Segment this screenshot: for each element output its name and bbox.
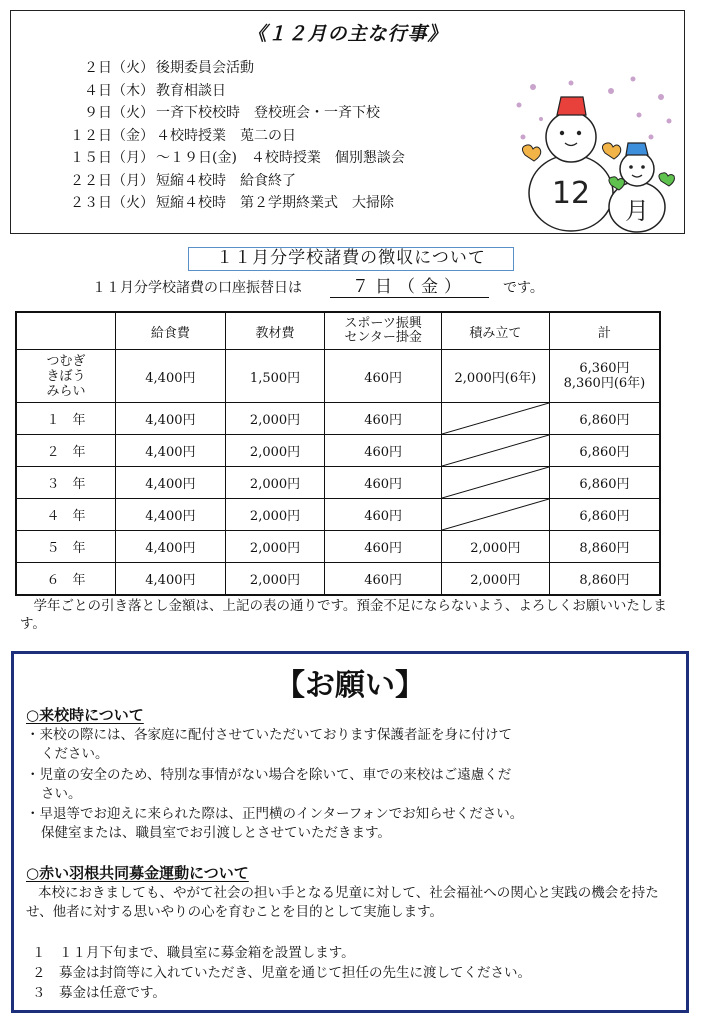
table-cell-grade: ４ 年 — [16, 499, 116, 531]
table-cell: 2,000円 — [225, 563, 325, 596]
event-item — [41, 80, 405, 103]
table-cell: 2,000円(6年) — [441, 350, 549, 403]
table-cell: 460円 — [325, 435, 442, 467]
request-box — [11, 651, 689, 1013]
table-cell-empty — [441, 499, 549, 531]
table-cell: 6,860円 — [549, 435, 660, 467]
table-header-line: センター掛金 — [344, 330, 422, 345]
table-row — [16, 435, 660, 467]
table-row — [16, 467, 660, 499]
feather-body: 本校におきましても、やがて社会の担い手となる児童に対して、社会福祉への関心と実践の機会を持たせ、他者に対する思いやりの心を育むことを目的として実施します。 — [26, 885, 659, 920]
bullet-line: さい。 — [41, 786, 82, 802]
table-header-line: スポーツ振興 — [344, 316, 422, 331]
visit-bullet — [26, 766, 666, 804]
table-cell: 460円 — [325, 350, 442, 403]
table-cell: 8,860円 — [549, 531, 660, 563]
visit-bullet — [26, 805, 666, 843]
label-line: きぼう — [46, 368, 86, 384]
event-item — [41, 192, 405, 215]
table-cell-empty — [441, 467, 549, 499]
label-line: みらい — [46, 383, 86, 399]
fees-date-prefix: １１月分学校諸費の口座振替日は — [92, 280, 302, 296]
feather-heading: ○赤い羽根共同募金運動について — [26, 864, 249, 882]
event-date: ９日（火） — [84, 105, 154, 121]
snowman-illustration — [511, 75, 681, 235]
event-item — [41, 102, 405, 125]
table-cell: 2,000円 — [225, 403, 325, 435]
feather-item: ２ 募金は封筒等に入れていただき、児童を通じて担任の先生に渡してください。 — [32, 965, 531, 981]
table-cell: 6,860円 — [549, 499, 660, 531]
visit-heading: ○来校時について — [26, 706, 144, 724]
event-text: 一斉下校校時 登校班会・一斉下校 — [156, 105, 380, 121]
event-date: ２日（火） — [84, 60, 154, 76]
table-header — [325, 312, 442, 350]
event-item — [41, 57, 405, 80]
table-cell: 2,000円 — [441, 531, 549, 563]
table-cell: 6,860円 — [549, 403, 660, 435]
total-line: 8,360円(6年) — [563, 376, 646, 391]
event-date: １５日（月） — [70, 150, 154, 166]
table-row — [16, 403, 660, 435]
table-header: 給食費 — [116, 312, 226, 350]
event-date: ２３日（火） — [70, 195, 154, 211]
table-cell: 2,000円 — [225, 499, 325, 531]
visit-bullet — [26, 726, 666, 764]
fees-title: １１月分学校諸費の徴収について — [188, 247, 514, 271]
table-header: 積み立て — [441, 312, 549, 350]
fees-date-value: ７日（金） — [330, 272, 489, 298]
table-cell: 4,400円 — [116, 403, 226, 435]
feather-item: １ １１月下旬まで、職員室に募金箱を設置します。 — [32, 945, 355, 961]
feather-item: ３ 募金は任意です。 — [32, 985, 166, 1001]
events-box — [10, 10, 685, 234]
table-cell-empty — [441, 435, 549, 467]
table-cell: 460円 — [325, 499, 442, 531]
table-cell-grade: ５ 年 — [16, 531, 116, 563]
table-header: 計 — [549, 312, 660, 350]
table-cell: 4,400円 — [116, 435, 226, 467]
table-cell: 460円 — [325, 563, 442, 596]
table-cell: 2,000円 — [225, 435, 325, 467]
table-header: 教材費 — [225, 312, 325, 350]
events-list — [41, 57, 405, 215]
diagonal-slash-icon — [442, 403, 549, 434]
table-header-row — [16, 312, 660, 350]
table-cell-grade: ３ 年 — [16, 467, 116, 499]
fees-date-suffix: です。 — [503, 280, 544, 296]
table-cell: 460円 — [325, 467, 442, 499]
bullet-line: ・早退等でお迎えに来られた際は、正門横のインターフォンでお知らせください。 — [26, 806, 524, 822]
table-row — [16, 350, 660, 403]
fees-date-line — [92, 272, 544, 298]
table-cell: 4,400円 — [116, 531, 226, 563]
table-header — [16, 312, 116, 350]
event-text: 教育相談日 — [156, 82, 226, 99]
table-row — [16, 531, 660, 563]
diagonal-slash-icon — [442, 467, 549, 498]
table-cell-empty — [441, 403, 549, 435]
event-item — [41, 170, 405, 193]
snowman-big-label: 12 — [551, 176, 591, 211]
label-line: つむぎ — [46, 353, 86, 369]
total-line: 6,360円 — [579, 361, 630, 376]
events-title: 《１２月の主な行事》 — [247, 23, 448, 45]
bullet-line: ・来校の際には、各家庭に配付させていただいております保護者証を身に付けて — [26, 727, 512, 743]
fee-table — [15, 311, 661, 596]
table-cell: 2,000円 — [225, 531, 325, 563]
bullet-line: ください。 — [41, 746, 109, 762]
table-cell: 6,860円 — [549, 467, 660, 499]
event-date: ２２日（月） — [70, 172, 154, 189]
table-cell: 2,000円 — [441, 563, 549, 596]
table-cell-grade: ６ 年 — [16, 563, 116, 596]
table-cell: 4,400円 — [116, 467, 226, 499]
bullet-line: ・児童の安全のため、特別な事情がない場合を除いて、車での来校はご遠慮くだ — [26, 767, 512, 783]
event-text: ４校時授業 莵二の日 — [156, 127, 296, 144]
event-item — [41, 147, 405, 170]
table-cell: 2,000円 — [225, 467, 325, 499]
table-cell: 4,400円 — [116, 563, 226, 596]
table-cell: 460円 — [325, 531, 442, 563]
table-cell: 8,860円 — [549, 563, 660, 596]
table-row — [16, 563, 660, 596]
event-date: １２日（金） — [70, 127, 154, 144]
table-cell-grade: ２ 年 — [16, 435, 116, 467]
event-item — [41, 125, 405, 148]
bullet-line: 保健室または、職員室でお引渡しとさせていただきます。 — [41, 825, 391, 841]
event-text: 短縮４校時 第２学期終業式 大掃除 — [156, 195, 394, 211]
event-date: ４日（木） — [84, 82, 154, 99]
event-text: 短縮４校時 給食終了 — [156, 172, 296, 189]
fees-note: 学年ごとの引き落とし金額は、上記の表の通りです。預金不足にならないよう、よろしくお願いいたします。 — [20, 598, 667, 632]
table-cell — [549, 350, 660, 403]
table-row — [16, 499, 660, 531]
event-text: 後期委員会活動 — [156, 60, 254, 76]
table-cell: 4,400円 — [116, 499, 226, 531]
table-cell-label — [16, 350, 116, 403]
event-text: ～１９日(金) ４校時授業 個別懇談会 — [156, 150, 405, 166]
diagonal-slash-icon — [442, 499, 549, 530]
table-cell: 460円 — [325, 403, 442, 435]
request-title: 【お願い】 — [275, 668, 425, 703]
table-cell-grade: １ 年 — [16, 403, 116, 435]
snowman-small-label: 月 — [625, 197, 649, 225]
diagonal-slash-icon — [442, 435, 549, 466]
table-cell: 4,400円 — [116, 350, 226, 403]
table-cell: 1,500円 — [225, 350, 325, 403]
